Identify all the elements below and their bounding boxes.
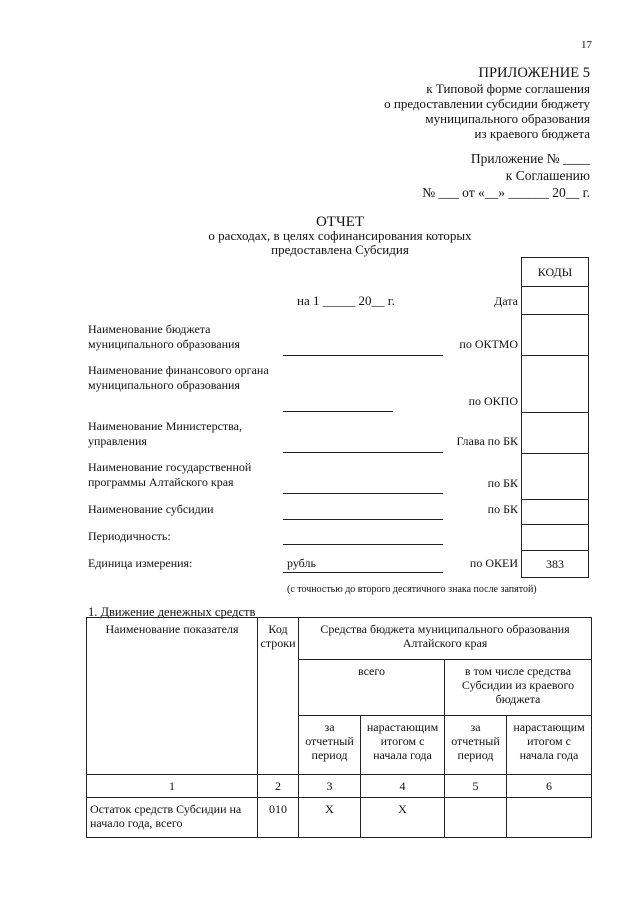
field-line-financial-organ[interactable]: [283, 411, 393, 412]
column-number: 6: [507, 775, 592, 798]
report-title: ОТЧЕТ: [315, 214, 365, 230]
row-cell-total-cumulative[interactable]: Х: [361, 798, 445, 838]
code-label-subsidy-bk: по БК: [487, 502, 518, 516]
cash-flow-table: [86, 617, 592, 838]
report-subtitle: [0, 229, 640, 257]
field-line-ministry[interactable]: [283, 452, 443, 453]
row-cell-subsidy-period[interactable]: [445, 798, 507, 838]
field-value-unit: рубль: [287, 556, 316, 570]
code-cell-subsidy-bk[interactable]: [522, 500, 589, 525]
annex-to-agreement: к Соглашению: [505, 168, 590, 183]
code-label-oktmo: по ОКТМО: [459, 337, 518, 351]
code-cell-oktmo[interactable]: [522, 315, 589, 356]
code-label-okei: по ОКЕИ: [469, 556, 518, 570]
code-cell-periodicity[interactable]: [522, 525, 589, 551]
header-row-code: Код строки: [258, 618, 299, 775]
code-cell-program-bk[interactable]: [522, 454, 589, 500]
annex-number: Приложение № ____: [470, 151, 590, 166]
appendix-line: к Типовой форме соглашения: [426, 81, 590, 96]
column-number: 1: [87, 775, 258, 798]
field-line-periodicity[interactable]: [283, 544, 443, 545]
header-total: всего: [299, 660, 445, 716]
field-label-subsidy: Наименование субсидии: [88, 502, 214, 516]
appendix-line: муниципального образования: [425, 111, 590, 126]
agreement-annex: [422, 150, 590, 201]
field-line-budget[interactable]: [283, 355, 443, 356]
field-label-financial-organ: Наименование финансового органа муниципального образования: [88, 363, 269, 392]
report-subtitle-line: предоставлена Субсидия: [271, 242, 409, 257]
code-cell-date[interactable]: [522, 287, 589, 315]
column-number: 5: [445, 775, 507, 798]
page-number: 17: [581, 39, 592, 51]
field-line-unit[interactable]: [283, 572, 443, 573]
section-title: 1. Движение денежных средств: [88, 605, 256, 619]
column-number: 4: [361, 775, 445, 798]
appendix-line: о предоставлении субсидии бюджету: [384, 96, 590, 111]
codes-column: [521, 257, 589, 578]
header-subsidy-cumulative: нарастающим итогом с начала года: [507, 716, 592, 775]
column-number: 3: [299, 775, 361, 798]
code-cell-glava-bk[interactable]: [522, 413, 589, 454]
date-code-label: Дата: [494, 294, 518, 308]
table-row: [87, 798, 592, 838]
precision-note: (с точностью до второго десятичного знака после запятой): [287, 584, 537, 595]
code-cell-okei[interactable]: 383: [522, 551, 589, 578]
field-line-subsidy[interactable]: [283, 519, 443, 520]
row-cell-subsidy-cumulative[interactable]: [507, 798, 592, 838]
header-subsidy-funds: в том числе средства Субсидии из краевого бюджета: [445, 660, 592, 716]
field-line-program[interactable]: [283, 493, 443, 494]
field-label-unit: Единица измерения:: [88, 556, 193, 570]
code-cell-okpo[interactable]: [522, 356, 589, 413]
column-number: 2: [258, 775, 299, 798]
header-subsidy-period: за отчетный период: [445, 716, 507, 775]
header-total-cumulative: нарастающим итогом с начала года: [361, 716, 445, 775]
code-label-program-bk: по БК: [487, 476, 518, 490]
row-indicator-name: Остаток средств Субсидии на начало года, всего: [87, 798, 258, 838]
codes-header: КОДЫ: [522, 258, 589, 287]
appendix-header: [384, 66, 590, 141]
header-municipal-funds: Средства бюджета муниципального образования Алтайского края: [299, 618, 592, 660]
report-date: на 1 _____ 20__ г.: [297, 293, 395, 308]
appendix-title: ПРИЛОЖЕНИЕ 5: [478, 65, 590, 81]
code-label-glava-bk: Глава по БК: [456, 434, 518, 448]
field-label-budget: Наименование бюджета муниципального образования: [88, 322, 240, 351]
field-label-program: Наименование государственной программы Алтайского края: [88, 460, 252, 489]
report-subtitle-line: о расходах, в целях софинансирования которых: [208, 228, 472, 243]
row-code: 010: [258, 798, 299, 838]
header-indicator-name: Наименование показателя: [87, 618, 258, 775]
field-label-periodicity: Периодичность:: [88, 529, 171, 543]
annex-agreement-number: № ___ от «__» ______ 20__ г.: [422, 185, 590, 200]
field-label-ministry: Наименование Министерства, управления: [88, 419, 242, 448]
row-cell-total-period[interactable]: Х: [299, 798, 361, 838]
code-label-okpo: по ОКПО: [468, 394, 518, 408]
appendix-line: из краевого бюджета: [474, 126, 590, 141]
header-total-period: за отчетный период: [299, 716, 361, 775]
